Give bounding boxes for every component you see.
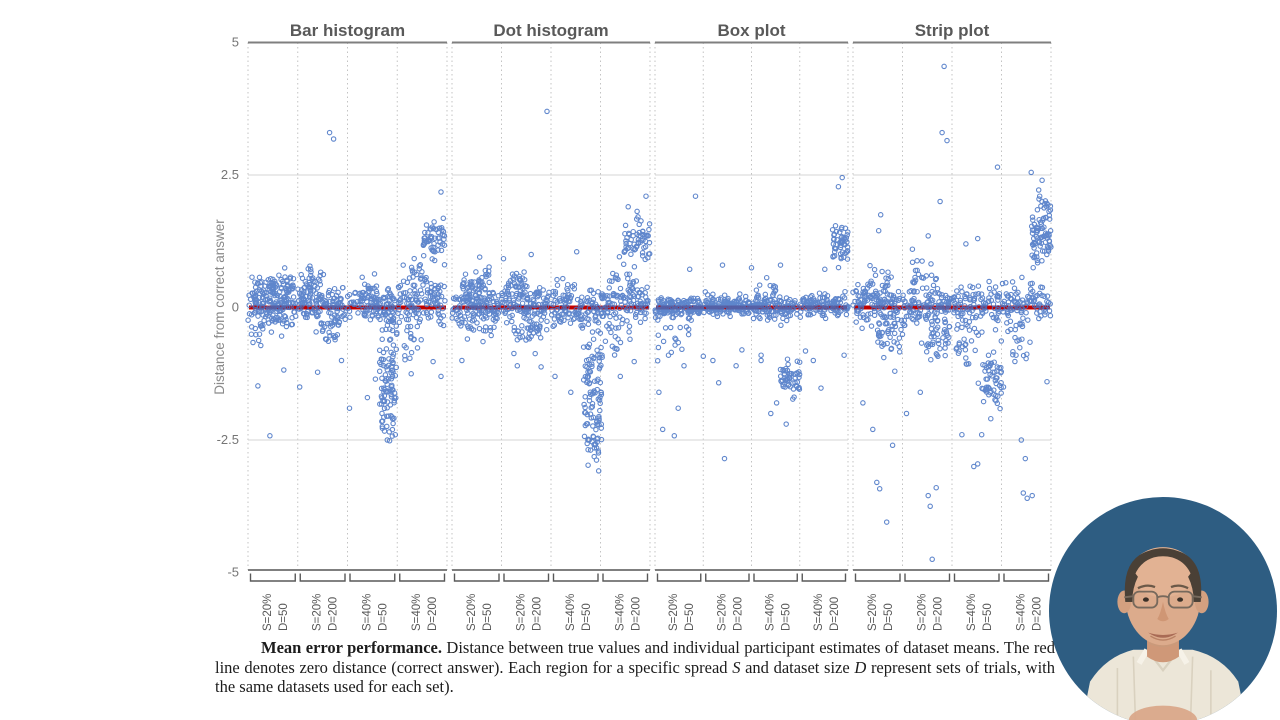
group-bracket [802,574,845,582]
x-group-label: S=20% [716,593,729,631]
x-group-label: S=40% [614,593,627,631]
panel-strip-plot [851,21,1053,631]
x-group-label: D=200 [932,596,945,631]
caption-text-2: and dataset size [740,657,855,677]
x-group-label: D=200 [427,596,440,631]
group-bracket [350,574,395,582]
x-group-label: S=20% [916,593,929,631]
x-group-label: D=50 [780,603,793,631]
group-bracket [1004,574,1049,582]
y-tick-label: 5 [231,34,239,50]
group-bracket [504,574,549,582]
panel-box-plot [653,21,850,631]
x-group-label: D=50 [580,603,593,631]
y-tick-label: -2.5 [216,432,239,447]
x-group-label: D=200 [531,596,544,631]
presenter-webcam [1049,497,1277,720]
group-bracket [658,574,701,582]
group-bracket [754,574,797,582]
y-axis [212,35,239,580]
y-tick-label: 0 [231,299,239,315]
y-axis-title: Distance from correct answer [212,219,227,395]
x-group-label: D=200 [828,596,841,631]
x-group-label: D=200 [327,596,340,631]
caption-var-d: D [854,657,867,677]
group-bracket [251,574,296,582]
x-group-label: S=20% [515,593,528,631]
x-group-label: S=40% [564,593,577,631]
x-group-label: D=50 [981,603,994,631]
x-group-label: D=50 [377,603,390,631]
x-group-label: D=50 [481,603,494,631]
caption-title: Mean error performance. [261,638,442,657]
x-group-label: D=200 [732,596,745,631]
group-bracket [400,574,445,582]
x-group-label: S=40% [764,593,777,631]
panel-title: Box plot [717,21,786,40]
group-bracket [955,574,1000,582]
scatter-dots [851,64,1053,561]
panel-bar-histogram [246,21,447,631]
x-group-label: S=40% [812,593,825,631]
scatter-dots [246,130,447,443]
x-group-label: S=20% [866,593,879,631]
x-group-label: D=50 [684,603,697,631]
presenter-avatar [1049,497,1277,720]
x-group-label: S=40% [1015,593,1028,631]
x-group-label: D=200 [1031,596,1044,631]
x-group-label: S=40% [361,593,374,631]
caption-var-s: S [732,657,741,677]
x-group-label: S=40% [411,593,424,631]
x-group-label: D=50 [277,603,290,631]
x-group-label: S=20% [668,593,681,631]
panel-dot-histogram [450,21,652,631]
group-bracket [603,574,648,582]
group-bracket [856,574,901,582]
group-bracket [554,574,599,582]
x-group-label: D=50 [882,603,895,631]
y-tick-label: 2.5 [220,167,239,182]
caption-text-1: Distance between true values and individual participant estimates of dataset means. The red line denotes zero distance (correct answer). Each region for a specific spread [215,638,1055,677]
x-group-label: S=20% [261,593,274,631]
caption-text-3: represent sets of trials, with the same datasets used for each set). [215,657,1055,696]
panel-title: Bar histogram [289,21,406,40]
scatter-dots [450,109,652,473]
group-bracket [300,574,345,582]
group-bracket [706,574,749,582]
x-group-label: S=20% [311,593,324,631]
panel-title: Strip plot [914,21,990,40]
x-group-label: D=200 [630,596,643,631]
x-group-label: S=20% [465,593,478,631]
figure-caption [215,638,1055,697]
group-bracket [455,574,500,582]
y-tick-label: -5 [227,564,239,580]
panel-title: Dot histogram [493,21,609,40]
group-bracket [905,574,950,582]
x-group-label: S=40% [965,593,978,631]
